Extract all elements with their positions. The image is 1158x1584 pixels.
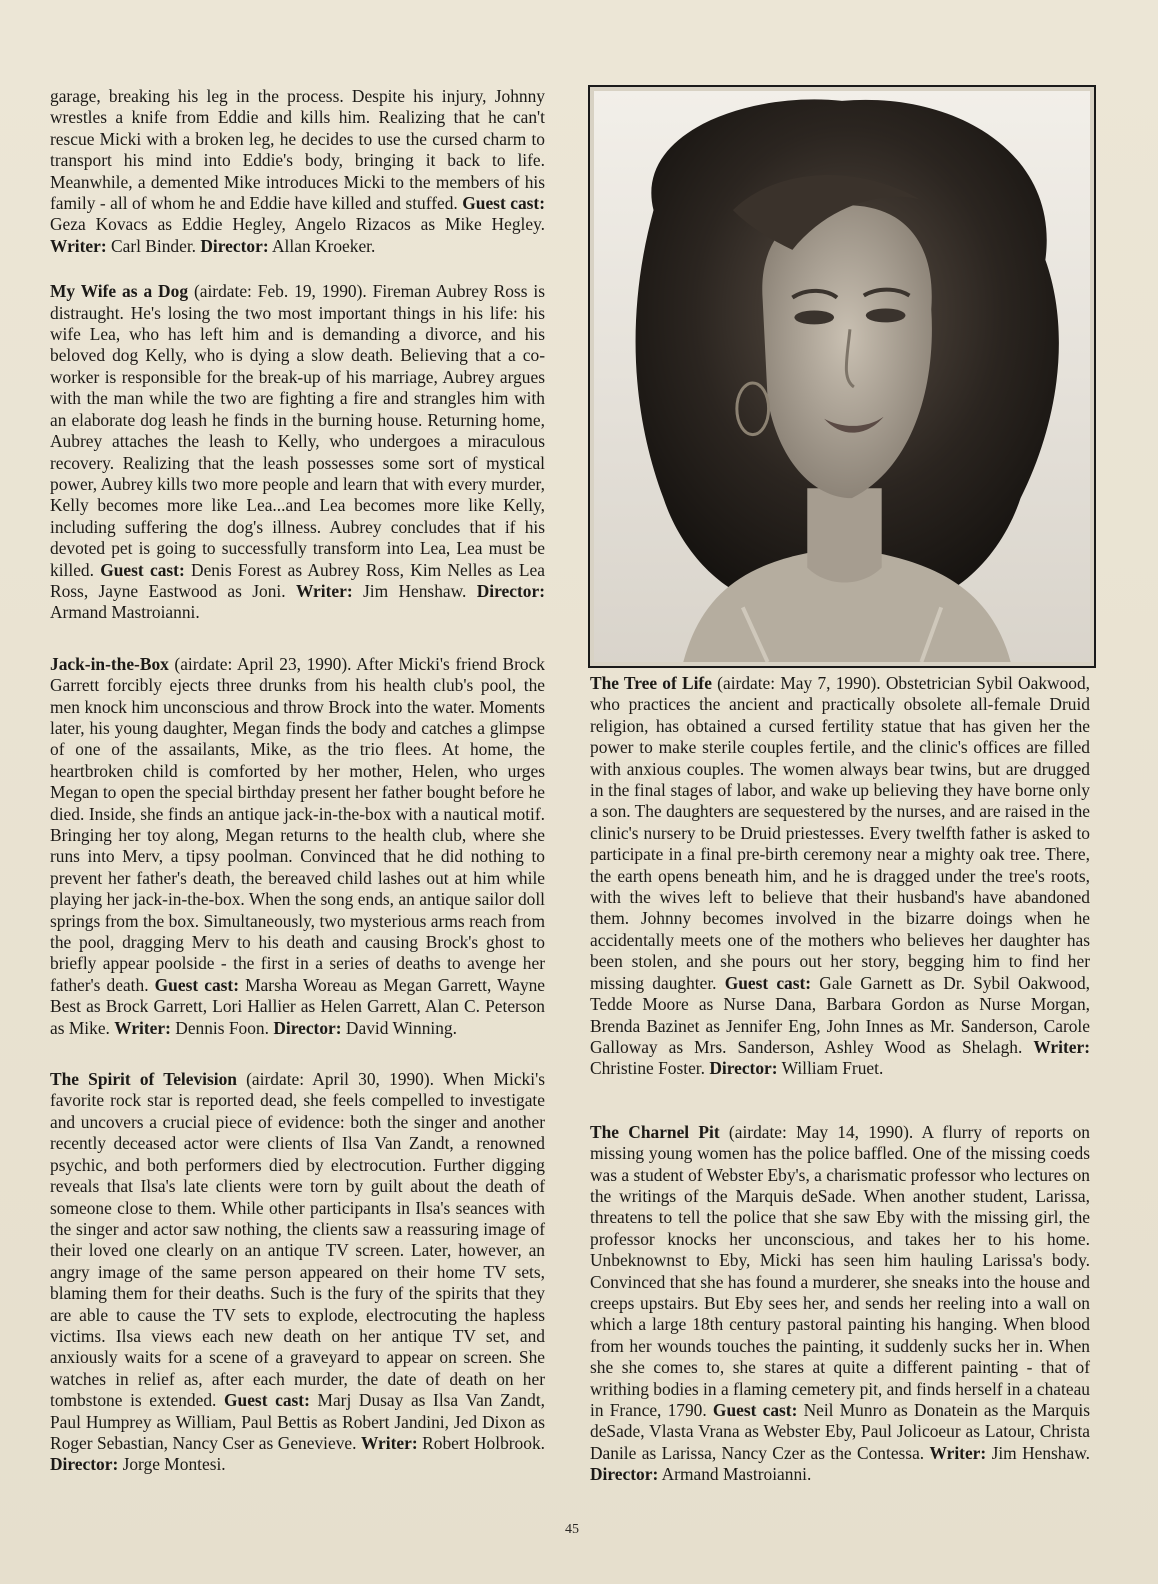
- guest-cast-label: Guest cast:: [100, 559, 185, 580]
- guest-cast: Denis Forest as Aubrey Ross, Kim Nelles as Lea Ross, Jayne Eastwood as Joni.: [50, 559, 545, 601]
- director-label: Director:: [476, 580, 545, 601]
- writer-label: Writer:: [929, 1442, 987, 1463]
- episode-entry: [590, 1122, 1090, 1486]
- director-label: Director:: [273, 1017, 342, 1038]
- director-label: Director:: [709, 1058, 778, 1079]
- episode-body: (airdate: May 7, 1990). Obstetrician Sybil Oakwood, who practices the ancient and practically obsolete all-female Druid religion, has obtained a cursed fertility statue that has given her the power to make sterile couples fertile, and the clinic's offices are filled with anxious couples. The women always bear twins, but are drugged in the final stages of labor, and wake up believing they have borne only a son. The daughters are sequestered by the nurses, and are raised in the clinic's nursery to be Druid priestesses. Every twelfth father is asked to participate in a final pre-birth ceremony near a mighty oak tree. There, the earth opens beneath him, and he is dragged under the tree's roots, with the wives left to believe that their husband's have abandoned them. Johnny becomes involved in the bizarre doings when he accidentally meets one of the mothers who believes her daughter has been stolen, and she pours out her story, begging him to find her missing daughter.: [590, 673, 1091, 993]
- writer: Christine Foster.: [590, 1058, 710, 1079]
- episode-body: (airdate: April 23, 1990). After Micki's friend Brock Garrett forcibly ejects three drunks from his health club's pool, the men knock him unconscious and throw Brock into the water. Moments later, his young daughter, Megan finds the body and catches a glimpse of one of the assailants, Mike, as the trio flees. At home, the heartbroken child is comforted by her mother, Helen, who urges Megan to open the special birthday present her father bought before he died. Inside, she finds an antique jack-in-the-box with a nautical motif. Bringing her toy along, Megan returns to the health club, where she runs into Merv, a tipsy poolman. Convinced that he did nothing to prevent her father's death, the bereaved child lashes out at him while playing her jack-in-the-box. When the song ends, an antique sailor doll springs from the box. Simultaneously, two mysterious arms reach from the pool, dragging Merv to his death and causing Brock's ghost to briefly appear poolside - the first in a series of deaths to avenge her father's death.: [50, 653, 545, 995]
- episode-title: The Spirit of Television: [50, 1069, 237, 1090]
- director: Armand Mastroianni.: [50, 602, 200, 623]
- episode-body: (airdate: May 14, 1990). A flurry of reports on missing young women has the police baffled. One of the missing coeds was a student of Webster Eby's, a charismatic professor who lectures on the writings of the Marquis deSade. When another student, Larissa, threatens to tell the police that she saw Eby with the missing girl, the professor knocks her unconscious, and takes her to his home. Unbeknownst to Eby, Micki has seen him hauling Larissa's body. Convinced that she has found a murderer, she sneaks into the house and creeps upstairs. But Eby sees her, and sends her reeling into a wall on which a large 18th century pastoral painting his hanging. When blood from her wounds touches the painting, it suddenly sucks her in. When she she comes to, she stares at quite a different painting - that of writhing bodies in a flaming cemetery pit, and finds herself in a chateau in France, 1790.: [590, 1121, 1090, 1420]
- writer-label: Writer:: [50, 235, 107, 256]
- guest-cast: Marj Dusay as Ilsa Van Zandt, Paul Humprey as William, Paul Bettis as Robert Jandini, Jed Dixon as Roger Sebastian, Nancy Cser as Genevieve.: [50, 1390, 546, 1453]
- writer-label: Writer:: [1033, 1036, 1090, 1057]
- page-number: 45: [565, 1522, 579, 1537]
- episode-entry: [50, 1069, 545, 1476]
- guest-cast-label: Guest cast:: [224, 1390, 310, 1411]
- director: Jorge Montesi.: [118, 1454, 226, 1475]
- episode-title: The Charnel Pit: [590, 1121, 720, 1142]
- director: David Winning.: [341, 1017, 457, 1038]
- episode-title: My Wife as a Dog: [50, 281, 189, 302]
- episode-body: garage, breaking his leg in the process. Despite his injury, Johnny wrestles a knife from Eddie and kills him. Realizing that he can't rescue Micki with a broken leg, he decides to use the cursed charm to transport his mind into Eddie's body, bringing it back to life. Meanwhile, a demented Mike introduces Micki to the members of his family - all of whom he and Eddie have killed and stuffed.: [50, 86, 545, 214]
- episode-title: Jack-in-the-Box: [50, 653, 169, 674]
- director-label: Director:: [590, 1464, 659, 1485]
- director-label: Director:: [50, 1454, 119, 1475]
- writer-label: Writer:: [295, 580, 353, 601]
- writer: Carl Binder.: [106, 235, 201, 256]
- episode-title: The Tree of Life: [590, 673, 712, 693]
- episode-body: (airdate: Feb. 19, 1990). Fireman Aubrey Ross is distraught. He's losing the two most important things in his life: his wife Lea, who has left him and is demanding a divorce, and his beloved dog Kelly, who is dying a slow death. Believing that a co-worker is responsible for the break-up of his marriage, Aubrey argues with the man while the two are fighting a fire and strangles him with an elaborate dog leash he finds in the burning house. Returning home, Aubrey attaches the leash to Kelly, who undergoes a miraculous recovery. Realizing that the leash possesses some sort of mystical power, Aubrey kills two more people and learn that with every murder, Kelly becomes more like Lea...and Lea becomes more like Kelly, including suffering the dog's illness. Aubrey concludes that if his devoted pet is going to successfully transform into Lea, Lea must be killed.: [50, 281, 545, 580]
- guest-cast: Gale Garnett as Dr. Sybil Oakwood, Tedde Moore as Nurse Dana, Barbara Gordon as Nurse Morgan, Brenda Bazinet as Jennifer Eng, John Innes as Mr. Sanderson, Carole Galloway as Mrs. Sanderson, Ashley Wood as Shelagh.: [590, 972, 1091, 1057]
- episode-entry: [50, 654, 545, 1039]
- episode-body: (airdate: April 30, 1990). When Micki's favorite rock star is reported dead, she feels compelled to investigate and uncovers a crucial piece of evidence: both the singer and another recently deceased actor were clients of Ilsa Van Zandt, a renowned psychic, and both performers died by electrocution. Further digging reveals that Ilsa's late clients were torn by guilt about the death of someone close to them. While other participants in Ilsa's seances with the singer and actor saw nothing, the clients saw a reassuring image of their loved one clearly on an antique TV screen. Later, however, an angry image of the same person appeared on their home TV sets, blaming them for their deaths. Such is the fury of the spirits that they are able to cause the TV sets to explode, electrocuting the hapless victims. Ilsa views each new death on her antique TV set, and anxiously waits for a scene of a graveyard to appear on screen. She watches in relief as, after each murder, the date of death on her tombstone is extended.: [50, 1069, 545, 1411]
- guest-cast: Marsha Woreau as Megan Garrett, Wayne Best as Brock Garrett, Lori Hallier as Helen Garrett, Alan C. Peterson as Mike.: [50, 974, 545, 1038]
- guest-cast-label: Guest cast:: [154, 974, 239, 995]
- guest-cast-label: Guest cast:: [712, 1400, 798, 1420]
- writer: Dennis Foon.: [170, 1017, 274, 1038]
- guest-cast: Geza Kovacs as Eddie Hegley, Angelo Rizacos as Mike Hegley.: [50, 214, 545, 235]
- director-label: Director:: [200, 235, 269, 256]
- portrait-photo: [588, 85, 1096, 668]
- episode-entry: [590, 673, 1090, 1080]
- guest-cast: Neil Munro as Donatein as the Marquis deSade, Vlasta Vrana as Webster Eby, Paul Jolicoeur as Latour, Christa Danile as Larissa, Nancy Czer as the Contessa.: [590, 1400, 1090, 1463]
- director: Armand Mastroianni.: [658, 1464, 812, 1485]
- writer: Jim Henshaw.: [986, 1442, 1091, 1463]
- writer-label: Writer:: [360, 1432, 418, 1453]
- writer: Jim Henshaw.: [352, 580, 477, 601]
- director: William Fruet.: [777, 1058, 884, 1079]
- guest-cast-label: Guest cast:: [462, 193, 545, 214]
- guest-cast-label: Guest cast:: [724, 972, 812, 993]
- writer: Robert Holbrook.: [417, 1432, 545, 1453]
- episode-entry: [50, 281, 545, 624]
- right-column: [590, 673, 1090, 1510]
- director: Allan Kroeker.: [268, 235, 376, 256]
- episode-entry: [50, 86, 545, 257]
- left-column: [50, 86, 545, 1500]
- writer-label: Writer:: [114, 1017, 171, 1038]
- portrait-image: [594, 91, 1090, 662]
